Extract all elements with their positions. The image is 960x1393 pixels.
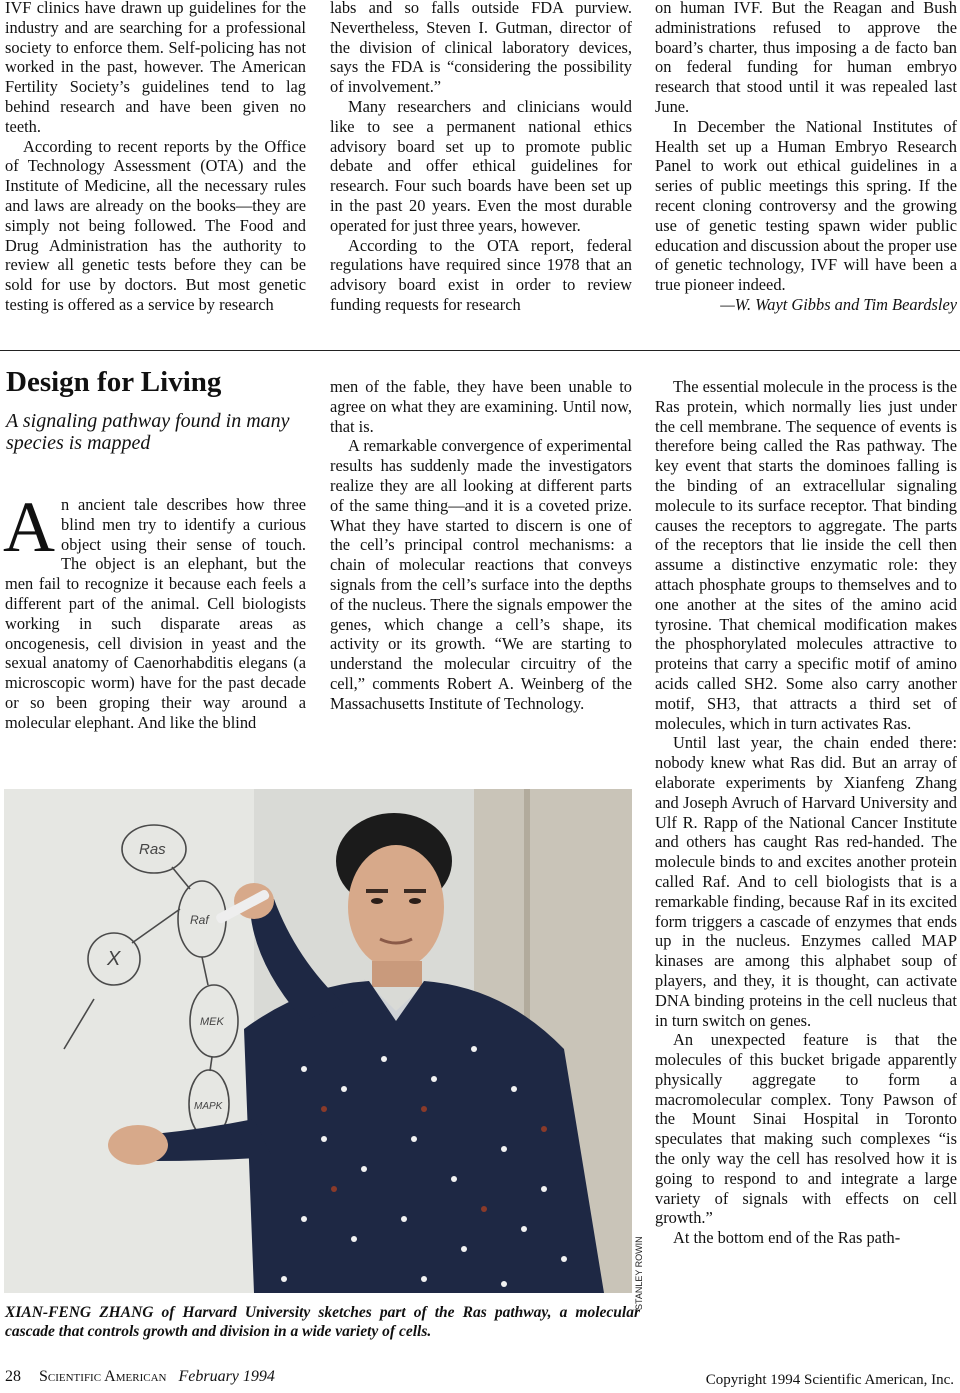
person-eyebrow <box>404 889 426 893</box>
drop-cap: A <box>3 487 55 567</box>
article-column-1 <box>3 487 306 733</box>
article-column-3 <box>655 377 957 1248</box>
article-deck: A signaling pathway found in many species is mapped <box>6 410 290 454</box>
person-eye <box>371 898 383 904</box>
diagram-label-mapk: MAPK <box>194 1101 223 1112</box>
person-face <box>348 845 444 969</box>
person-eye <box>409 898 421 904</box>
section-divider <box>0 350 960 351</box>
paragraph: men of the fable, they have been unable to agree on what they are examining. Until now, that is. <box>330 377 632 436</box>
top-column-3 <box>655 0 957 315</box>
paragraph: An unexpected feature is that the molecules of this bucket brigade apparently physically aggregate to form a macromolecular complex. Tony Pawson of the Mount Sinai Hospital in Toronto speculates that making such complexes “is the only way the cell has resolved how it is going to respond to and integrate a large variety of signals with effects on cell growth.” <box>655 1030 957 1228</box>
article-headline: Design for Living <box>6 366 222 398</box>
paragraph: According to recent reports by the Office of Technology Assessment (OTA) and the Institute of Medicine, all the necessary rules and laws are already on the books—they are simply not being followed. The Food and Drug Administration has the authority to review all genetic tests before they can be sold for use by doctors. But most genetic testing is offered as a service by research <box>5 136 306 314</box>
copyright-notice: Copyright 1994 Scientific American, Inc. <box>705 1372 954 1388</box>
article-column-2 <box>330 377 632 714</box>
paragraph: A remarkable convergence of experimental results has suddenly made the investigators realize they are all looking at different parts of the same thing—and it is a coveted prize. What they have started to discern is one of the cell’s principal control mechanisms: a chain of molecular reactions that conveys signals from the cell’s surface into the depths of the nucleus. There the signals empower the genes, which change a cell’s shape, its activity or its growth. “We are starting to understand the molecular circuitry of the cell,” comments Robert A. Weinberg of the Massachusetts Institute of Technology. <box>330 436 632 713</box>
paragraph: on human IVF. But the Reagan and Bush administrations refused to approve the board’s charter, thus imposing a de facto ban on federal funding for human embryo research that stood until it was repealed last June. <box>655 0 957 116</box>
diagram-label-mek: MEK <box>200 1016 224 1028</box>
byline-signature: —W. Wayt Gibbs and Tim Beardsley <box>720 294 957 314</box>
paragraph: Many researchers and clinicians would like to see a permanent national ethics advisory board set up to promote public debate and offer ethical guidelines for research. Four such boards have been set up in the past 20 years. Even the most durable operated for just three years, however. <box>330 96 632 235</box>
paragraph: IVF clinics have drawn up guidelines for the industry and are searching for a professional society to enforce them. Self-policing has not worked in the past, however. The American Fertility Society’s guidelines tend to lag behind research and have been given no teeth. <box>5 0 306 136</box>
paragraph-text: n ancient tale describes how three blind men try to identify a curious object using their sense of touch. The object is an elephant, but the men fail to recognize it because each feels a different part of the animal. Cell biologists working in such disparate areas as oncogenesis, cell division in yeast and the sexual anatomy of Caenorhabditis elegans (a microscopic worm) have for the past decade or so been groping their way around a molecular elephant. And like the blind <box>5 495 306 732</box>
issue-date: February 1994 <box>178 1368 275 1385</box>
person-neck <box>372 961 422 987</box>
paragraph: According to the OTA report, federal regulations have required since 1978 that an advisory board exist in order to review funding requests for research <box>330 235 632 314</box>
diagram-label-ras: Ras <box>139 841 166 858</box>
photo-credit: STANLEY ROWIN <box>634 1236 644 1310</box>
top-column-2 <box>330 0 632 315</box>
magazine-name: Scientific American <box>39 1368 167 1385</box>
paragraph: At the bottom end of the Ras path- <box>673 1228 901 1248</box>
top-column-1 <box>5 0 306 315</box>
paragraph: labs and so falls outside FDA purview. Nevertheless, Steven I. Gutman, director of the division of clinical laboratory devices, says the FDA is “considering the possibility of involvement.” <box>330 0 632 97</box>
diagram-label-x: X <box>107 948 121 970</box>
paragraph: In December the National Institutes of Health set up a Human Embryo Research Panel to work out ethical guidelines in a series of public meetings this spring. If the recent cloning controversy and the growing use of genetic testing spawn wider public education and discussion about the proper use of genetic technology, IVF will have been a true pioneer indeed. <box>655 116 957 295</box>
paragraph <box>3 487 306 733</box>
person-lower-hand <box>108 1125 168 1165</box>
person-eyebrow <box>366 889 388 893</box>
diagram-label-raf: Raf <box>190 913 209 927</box>
paragraph: Until last year, the chain ended there: nobody knew what Ras did. But an array of elaborate experiments by Xianfeng Zhang and Joseph Avruch of Harvard University and Ulf R. Rapp of the National Cancer Institute and others has caught Ras red-handed. The molecule binds to and excites another protein called Raf. And to cell biologists that is a remarkable finding, because Raf in its excited form triggers a cascade of enzymes that ends up in the nucleus. Enzymes called MAP kinases are among this alphabet soup of players, and they, it is thought, can activate DNA binding proteins in the cell nucleus that in turn switch on genes. <box>655 733 957 1030</box>
paragraph: The essential molecule in the process is the Ras protein, which normally lies just under the cell membrane. The sequence of events is therefore being called the Ras pathway. The key event that starts the dominoes falling is the binding of an extracellular signaling molecule to its surface receptor. That binding causes the receptors to aggregate. The parts of the receptors that lie inside the cell then assume a distinctive enzymatic role: they attach phosphate groups to themselves and to one another at the sites of the amino acid tyrosine. That chemical modification makes the phosphorylated molecules attractive to proteins that carry a specific motif of amino acids called SH2. Some also carry another motif, SH3, that attracts a third set of molecules, which in turn activates Ras. <box>655 377 957 733</box>
page-footer <box>5 1368 275 1386</box>
photo-scientist-at-whiteboard <box>4 789 632 1293</box>
photo-caption: XIAN-FENG ZHANG of Harvard University sketches part of the Ras pathway, a molecular cascade that controls growth and division in a wide variety of cells. <box>5 1304 640 1340</box>
page-number: 28 <box>5 1368 21 1385</box>
